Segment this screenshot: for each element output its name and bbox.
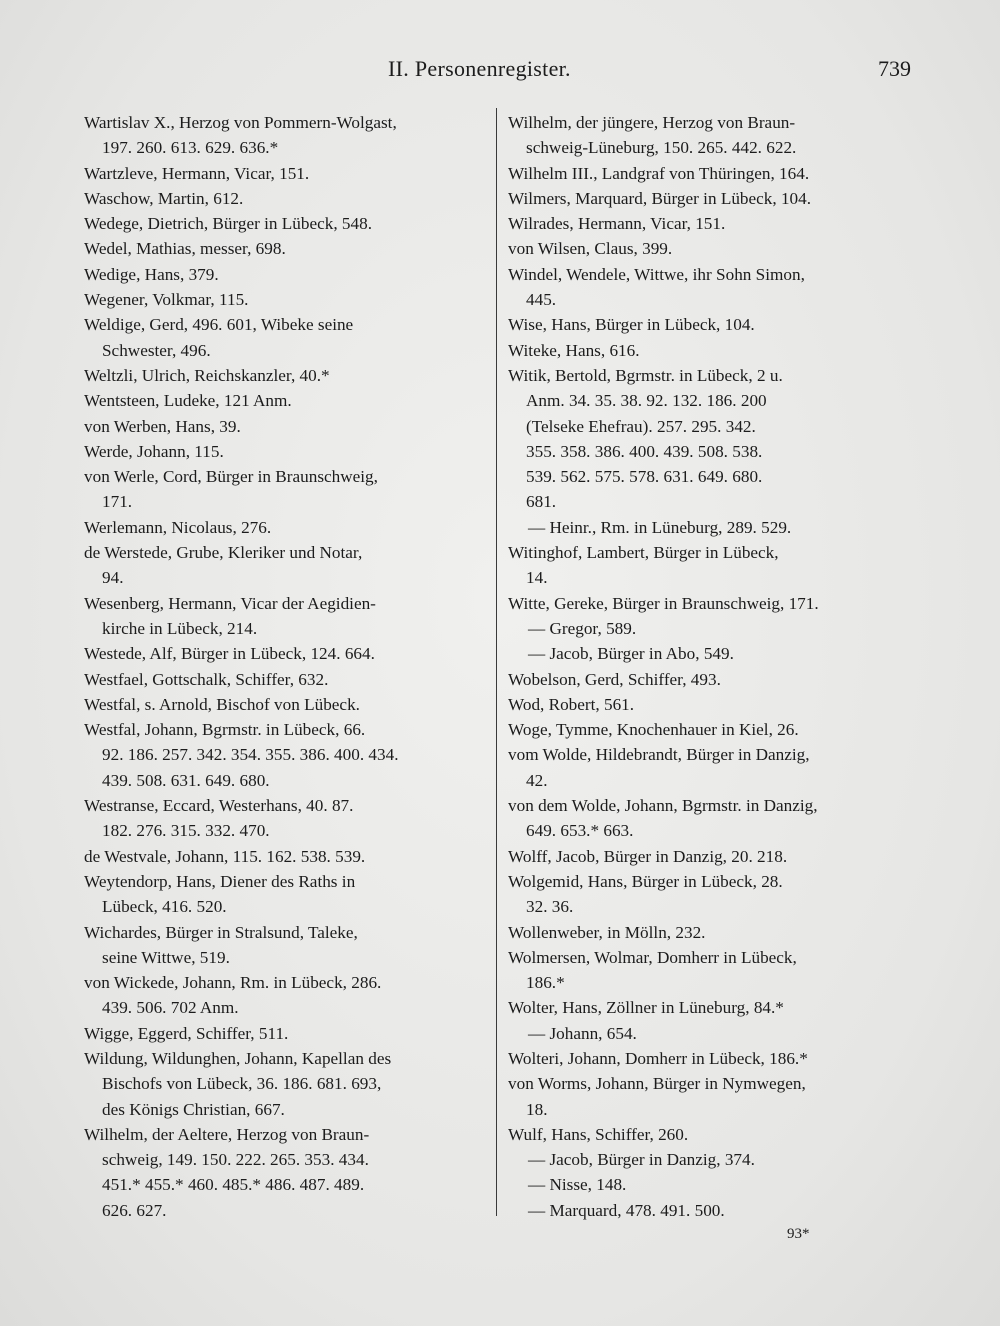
entry-line: Weltzli, Ulrich, Reichskanzler, 40.* <box>84 365 330 385</box>
entry-line: Westfal, s. Arnold, Bischof von Lübeck. <box>84 694 360 714</box>
entry-line: Waschow, Martin, 612. <box>84 188 244 208</box>
register-entry <box>508 312 918 337</box>
entry-line: von Werle, Cord, Bürger in Braunschweig, <box>84 467 378 487</box>
register-entry <box>508 742 918 793</box>
entry-continuation-line: 171. <box>102 492 133 512</box>
entry-line: Weldige, Gerd, 496. 601, Wibeke seine <box>84 315 354 335</box>
entry-line: Wedege, Dietrich, Bürger in Lübeck, 548. <box>84 214 373 234</box>
entry-line: — Nisse, 148. <box>528 1175 627 1195</box>
entry-line: Wigge, Eggerd, Schiffer, 511. <box>84 1023 289 1043</box>
register-entry <box>84 591 486 642</box>
entry-line: — Johann, 654. <box>528 1023 637 1043</box>
entry-line: Westfael, Gottschalk, Schiffer, 632. <box>84 669 329 689</box>
register-entry <box>508 793 918 844</box>
register-entry <box>508 1046 918 1071</box>
register-entry <box>84 186 486 211</box>
entry-line: — Jacob, Bürger in Abo, 549. <box>528 644 734 664</box>
entry-continuation-line: 626. 627. <box>102 1200 167 1220</box>
entry-continuation-line: kirche in Lübeck, 214. <box>102 618 258 638</box>
register-entry <box>84 920 486 971</box>
register-entry <box>508 262 918 313</box>
entry-line: Woge, Tymme, Knochenhauer in Kiel, 26. <box>508 720 799 740</box>
register-entry <box>508 692 918 717</box>
entry-line: Wegener, Volkmar, 115. <box>84 290 249 310</box>
entry-continuation-line: 445. <box>526 290 557 310</box>
register-entry <box>508 1198 918 1223</box>
entry-continuation-line: 197. 260. 613. 629. 636.* <box>102 138 279 158</box>
entry-continuation-line: 94. <box>102 568 124 588</box>
column-divider <box>496 108 497 1216</box>
entry-line: Wichardes, Bürger in Stralsund, Taleke, <box>84 922 358 942</box>
entry-line: Wolmersen, Wolmar, Domherr in Lübeck, <box>508 947 797 967</box>
register-entry <box>84 844 486 869</box>
register-entry <box>84 869 486 920</box>
entry-line: Westede, Alf, Bürger in Lübeck, 124. 664. <box>84 644 375 664</box>
register-entry <box>508 211 918 236</box>
register-entry <box>84 1122 486 1223</box>
entry-line: Wildung, Wildunghen, Johann, Kapellan des <box>84 1048 392 1068</box>
entry-line: Wartzleve, Hermann, Vicar, 151. <box>84 163 310 183</box>
register-entry <box>508 236 918 261</box>
register-entry <box>84 464 486 515</box>
register-entry <box>84 414 486 439</box>
register-entry <box>508 869 918 920</box>
entry-continuation-line: Lübeck, 416. 520. <box>102 897 227 917</box>
register-entry <box>84 692 486 717</box>
register-entry <box>508 161 918 186</box>
entry-line: Wolteri, Johann, Domherr in Lübeck, 186.* <box>508 1048 808 1068</box>
entry-continuation-line: 451.* 455.* 460. 485.* 486. 487. 489. <box>102 1175 365 1195</box>
entry-line: von dem Wolde, Johann, Bgrmstr. in Danzig, <box>508 796 818 816</box>
register-entry <box>84 312 486 363</box>
register-entry <box>508 995 918 1020</box>
register-entry <box>84 439 486 464</box>
register-entry <box>84 970 486 1021</box>
entry-line: Westfal, Johann, Bgrmstr. in Lübeck, 66. <box>84 720 366 740</box>
entry-line: Wedige, Hans, 379. <box>84 264 219 284</box>
register-entry <box>508 920 918 945</box>
entry-line: von Wilsen, Claus, 399. <box>508 239 673 259</box>
entry-line: Westranse, Eccard, Westerhans, 40. 87. <box>84 796 354 816</box>
entry-line: Wilrades, Hermann, Vicar, 151. <box>508 214 726 234</box>
register-entry <box>508 338 918 363</box>
entry-continuation-line: 681. <box>526 492 557 512</box>
register-entry <box>84 641 486 666</box>
entry-line: Wentsteen, Ludeke, 121 Anm. <box>84 391 292 411</box>
register-entry <box>84 1021 486 1046</box>
entry-line: Wedel, Mathias, messer, 698. <box>84 239 286 259</box>
entry-continuation-line: des Königs Christian, 667. <box>102 1099 285 1119</box>
entry-continuation-line: 92. 186. 257. 342. 354. 355. 386. 400. 434. <box>102 745 399 765</box>
entry-continuation-line: Bischofs von Lübeck, 36. 186. 681. 693, <box>102 1074 382 1094</box>
entry-line: Wartislav X., Herzog von Pommern-Wolgast, <box>84 113 397 132</box>
entry-line: Weytendorp, Hans, Diener des Raths in <box>84 871 356 891</box>
page-header <box>0 52 1000 88</box>
entry-continuation-line: 182. 276. 315. 332. 470. <box>102 821 270 841</box>
register-entry <box>508 110 918 161</box>
register-entry <box>508 1122 918 1147</box>
register-entry <box>508 540 918 591</box>
entry-line: Wobelson, Gerd, Schiffer, 493. <box>508 669 721 689</box>
entry-line: Werlemann, Nicolaus, 276. <box>84 517 272 537</box>
entry-continuation-line: 649. 653.* 663. <box>526 821 634 841</box>
entry-continuation-line: 32. 36. <box>526 897 574 917</box>
entry-continuation-line: 186.* <box>526 973 565 993</box>
entry-line: — Marquard, 478. 491. 500. <box>528 1200 725 1220</box>
entry-continuation-line: Anm. 34. 35. 38. 92. 132. 186. 200 <box>526 391 767 411</box>
register-entry <box>84 540 486 591</box>
entry-line: Windel, Wendele, Wittwe, ihr Sohn Simon, <box>508 264 805 284</box>
entry-line: Wollenweber, in Mölln, 232. <box>508 922 706 942</box>
register-entry <box>508 1071 918 1122</box>
entry-line: Wise, Hans, Bürger in Lübeck, 104. <box>508 315 755 335</box>
entry-continuation-line: 439. 506. 702 Anm. <box>102 998 239 1018</box>
register-entry <box>84 211 486 236</box>
register-entry <box>84 287 486 312</box>
register-entry <box>84 363 486 388</box>
entry-continuation-line: Schwester, 496. <box>102 340 211 360</box>
entry-continuation-line: 439. 508. 631. 649. 680. <box>102 770 270 790</box>
entry-continuation-line: 539. 562. 575. 578. 631. 649. 680. <box>526 467 763 487</box>
entry-line: vom Wolde, Hildebrandt, Bürger in Danzig, <box>508 745 810 765</box>
entry-line: Witinghof, Lambert, Bürger in Lübeck, <box>508 543 779 563</box>
entry-continuation-line: schweig-Lüneburg, 150. 265. 442. 622. <box>526 138 797 158</box>
entry-line: — Heinr., Rm. in Lüneburg, 289. 529. <box>528 517 792 537</box>
register-entry <box>84 1046 486 1122</box>
register-entry <box>84 515 486 540</box>
entry-line: Wod, Robert, 561. <box>508 694 635 714</box>
entry-line: Wolter, Hans, Zöllner in Lüneburg, 84.* <box>508 998 784 1018</box>
entry-continuation-line: 42. <box>526 770 548 790</box>
register-entry <box>508 363 918 515</box>
entry-line: von Wickede, Johann, Rm. in Lübeck, 286. <box>84 973 382 993</box>
entry-line: de Westvale, Johann, 115. 162. 538. 539. <box>84 846 366 866</box>
register-entry <box>84 161 486 186</box>
entry-line: Wilhelm, der Aeltere, Herzog von Braun- <box>84 1124 370 1144</box>
entry-line: Werde, Johann, 115. <box>84 441 224 461</box>
entry-line: Witte, Gereke, Bürger in Braunschweig, 171. <box>508 593 819 613</box>
register-entry <box>508 844 918 869</box>
register-entry <box>84 667 486 692</box>
register-entry <box>84 793 486 844</box>
entry-continuation-line: seine Wittwe, 519. <box>102 947 230 967</box>
left-column <box>84 110 486 1223</box>
register-entry <box>508 717 918 742</box>
entry-line: — Gregor, 589. <box>528 618 637 638</box>
entry-line: Wolgemid, Hans, Bürger in Lübeck, 28. <box>508 871 783 891</box>
signature-mark: 93* <box>787 1226 810 1242</box>
entry-line: Wilmers, Marquard, Bürger in Lübeck, 104. <box>508 188 812 208</box>
entry-continuation-line: 355. 358. 386. 400. 439. 508. 538. <box>526 441 763 461</box>
entry-continuation-line: 18. <box>526 1099 548 1119</box>
entry-line: Witeke, Hans, 616. <box>508 340 640 360</box>
register-entry <box>508 945 918 996</box>
register-entry <box>508 667 918 692</box>
register-entry <box>508 1147 918 1172</box>
entry-line: von Werben, Hans, 39. <box>84 416 241 436</box>
register-entry <box>508 186 918 211</box>
entry-line: von Worms, Johann, Bürger in Nymwegen, <box>508 1074 806 1094</box>
entry-line: — Jacob, Bürger in Danzig, 374. <box>528 1150 755 1170</box>
register-entry <box>508 1172 918 1197</box>
right-column <box>508 110 918 1223</box>
register-entry <box>508 1021 918 1046</box>
register-entry <box>508 641 918 666</box>
register-entry <box>84 388 486 413</box>
register-entry <box>508 616 918 641</box>
entry-continuation-line: schweig, 149. 150. 222. 265. 353. 434. <box>102 1150 369 1170</box>
page-number: 739 <box>878 56 911 81</box>
entry-continuation-line: 14. <box>526 568 548 588</box>
register-entry <box>84 110 486 161</box>
entry-line: Wolff, Jacob, Bürger in Danzig, 20. 218. <box>508 846 788 866</box>
entry-line: Wilhelm, der jüngere, Herzog von Braun- <box>508 113 796 132</box>
entry-continuation-line: (Telseke Ehefrau). 257. 295. 342. <box>526 416 756 436</box>
entry-line: Witik, Bertold, Bgrmstr. in Lübeck, 2 u. <box>508 365 783 385</box>
entry-line: Wilhelm III., Landgraf von Thüringen, 164. <box>508 163 810 183</box>
register-entry <box>84 262 486 287</box>
entry-line: Wesenberg, Hermann, Vicar der Aegidien- <box>84 593 376 613</box>
register-entry <box>508 515 918 540</box>
register-entry <box>84 236 486 261</box>
entry-line: Wulf, Hans, Schiffer, 260. <box>508 1124 689 1144</box>
register-entry <box>84 717 486 793</box>
entry-line: de Werstede, Grube, Kleriker und Notar, <box>84 543 363 563</box>
register-entry <box>508 591 918 616</box>
running-title: II. Personenregister. <box>388 56 571 81</box>
